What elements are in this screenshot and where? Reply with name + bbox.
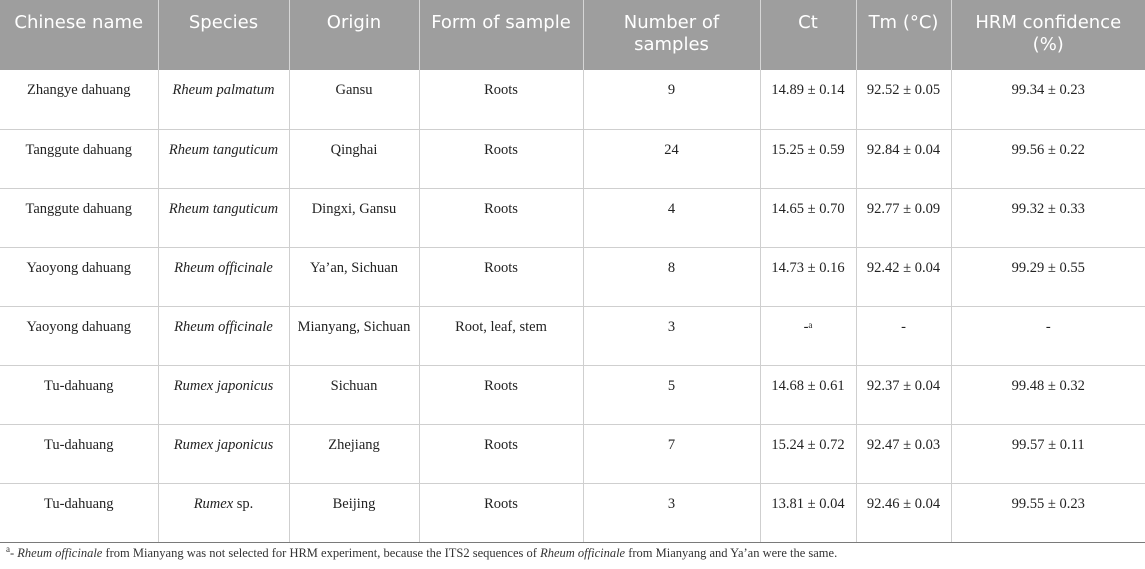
table-row (0, 129, 1145, 188)
cell-origin: Mianyang, Sichuan (289, 306, 419, 365)
cell-ct (760, 306, 856, 365)
cell-origin: Qinghai (289, 129, 419, 188)
column-header: HRM confidence (%) (951, 0, 1145, 70)
column-header: Number of samples (583, 0, 760, 70)
cell-tm: 92.77 ± 0.09 (856, 188, 951, 247)
species-genus: Rheum (172, 82, 213, 98)
cell-tm: 92.46 ± 0.04 (856, 483, 951, 542)
cell-origin: Gansu (289, 70, 419, 129)
table-footnote (6, 546, 1136, 561)
species-genus: Rumex (173, 377, 214, 394)
cell-ct (760, 129, 856, 188)
cell-number: 8 (583, 247, 760, 306)
cell-species (158, 70, 289, 129)
ct-value: 13.81 ± 0.04 (771, 495, 845, 512)
species-epithet: officinale (218, 259, 273, 276)
species-epithet: tanguticum (212, 200, 279, 217)
species-epithet: palmatum (216, 82, 275, 98)
cell-chinese-name: Tu-dahuang (0, 483, 158, 542)
cell-chinese-name: Tanggute dahuang (0, 129, 158, 188)
footnote-species-b: Rheum officinale (540, 546, 626, 560)
species-epithet: japonicus (216, 436, 274, 453)
cell-species (158, 188, 289, 247)
cell-form: Roots (419, 424, 583, 483)
column-header: Species (158, 0, 289, 70)
cell-species (158, 247, 289, 306)
cell-number: 5 (583, 365, 760, 424)
table-row (0, 306, 1145, 365)
cell-origin: Dingxi, Gansu (289, 188, 419, 247)
cell-hrm: 99.32 ± 0.33 (951, 188, 1145, 247)
cell-number: 3 (583, 483, 760, 542)
cell-tm: 92.47 ± 0.03 (856, 424, 951, 483)
cell-chinese-name: Tu-dahuang (0, 424, 158, 483)
cell-species (158, 129, 289, 188)
cell-chinese-name: Yaoyong dahuang (0, 306, 158, 365)
cell-species (158, 424, 289, 483)
cell-ct (760, 70, 856, 129)
species-genus: Rheum (168, 141, 210, 158)
table-row (0, 365, 1145, 424)
ct-value: 14.73 ± 0.16 (771, 259, 845, 276)
cell-number: 24 (583, 129, 760, 188)
column-header: Form of sample (419, 0, 583, 70)
cell-number: 4 (583, 188, 760, 247)
cell-number: 9 (583, 70, 760, 129)
table-row (0, 483, 1145, 542)
table-row (0, 247, 1145, 306)
cell-chinese-name: Yaoyong dahuang (0, 247, 158, 306)
cell-species (158, 306, 289, 365)
cell-form: Roots (419, 365, 583, 424)
cell-origin: Zhejiang (289, 424, 419, 483)
ct-footnote-marker: a (808, 319, 813, 330)
cell-species (158, 365, 289, 424)
footnote-prefix: - (10, 546, 18, 560)
cell-form: Roots (419, 188, 583, 247)
cell-form: Roots (419, 483, 583, 542)
ct-value: 15.25 ± 0.59 (771, 141, 845, 158)
ct-value: 14.68 ± 0.61 (771, 377, 845, 394)
cell-hrm: 99.48 ± 0.32 (951, 365, 1145, 424)
footnote-marker: a (6, 544, 10, 554)
cell-hrm: - (951, 306, 1145, 365)
footnote-text-1: from Mianyang was not selected for HRM experiment, because the ITS2 sequences of (102, 546, 541, 560)
table-row (0, 70, 1145, 129)
ct-value: - (803, 318, 809, 335)
ct-value: 15.24 ± 0.72 (771, 436, 845, 453)
species-genus: Rumex (193, 495, 234, 512)
table-row (0, 424, 1145, 483)
species-suffix: sp. (236, 495, 254, 512)
species-genus: Rheum (174, 318, 215, 335)
species-epithet: tanguticum (212, 141, 279, 158)
cell-origin: Beijing (289, 483, 419, 542)
table-row (0, 188, 1145, 247)
cell-tm: 92.42 ± 0.04 (856, 247, 951, 306)
species-genus: Rheum (168, 200, 210, 217)
cell-chinese-name: Zhangye dahuang (0, 70, 158, 129)
column-header: Tm (°C) (856, 0, 951, 70)
column-header: Ct (760, 0, 856, 70)
cell-tm: 92.52 ± 0.05 (856, 70, 951, 129)
cell-ct (760, 247, 856, 306)
species-genus: Rheum (174, 259, 215, 276)
cell-hrm: 99.57 ± 0.11 (951, 424, 1145, 483)
footnote-text-2: from Mianyang and Ya’an were the same. (625, 546, 838, 560)
species-epithet: japonicus (216, 377, 274, 394)
cell-hrm: 99.34 ± 0.23 (951, 70, 1145, 129)
cell-origin: Sichuan (289, 365, 419, 424)
table-body (0, 70, 1145, 542)
cell-number: 3 (583, 306, 760, 365)
cell-form: Root, leaf, stem (419, 306, 583, 365)
cell-hrm: 99.56 ± 0.22 (951, 129, 1145, 188)
cell-origin: Ya’an, Sichuan (289, 247, 419, 306)
cell-chinese-name: Tu-dahuang (0, 365, 158, 424)
cell-chinese-name: Tanggute dahuang (0, 188, 158, 247)
cell-form: Roots (419, 129, 583, 188)
species-genus: Rumex (173, 436, 214, 453)
cell-hrm: 99.55 ± 0.23 (951, 483, 1145, 542)
cell-form: Roots (419, 70, 583, 129)
cell-tm: 92.84 ± 0.04 (856, 129, 951, 188)
cell-hrm: 99.29 ± 0.55 (951, 247, 1145, 306)
cell-tm: 92.37 ± 0.04 (856, 365, 951, 424)
ct-value: 14.65 ± 0.70 (771, 200, 845, 217)
column-header: Chinese name (0, 0, 158, 70)
cell-ct (760, 424, 856, 483)
cell-number: 7 (583, 424, 760, 483)
cell-species (158, 483, 289, 542)
species-epithet: officinale (218, 318, 273, 335)
cell-ct (760, 483, 856, 542)
cell-tm: - (856, 306, 951, 365)
cell-form: Roots (419, 247, 583, 306)
column-header: Origin (289, 0, 419, 70)
cell-ct (760, 188, 856, 247)
cell-ct (760, 365, 856, 424)
header-row (0, 0, 1145, 70)
ct-value: 14.89 ± 0.14 (771, 82, 845, 98)
footnote-species-a: Rheum officinale (17, 546, 103, 560)
